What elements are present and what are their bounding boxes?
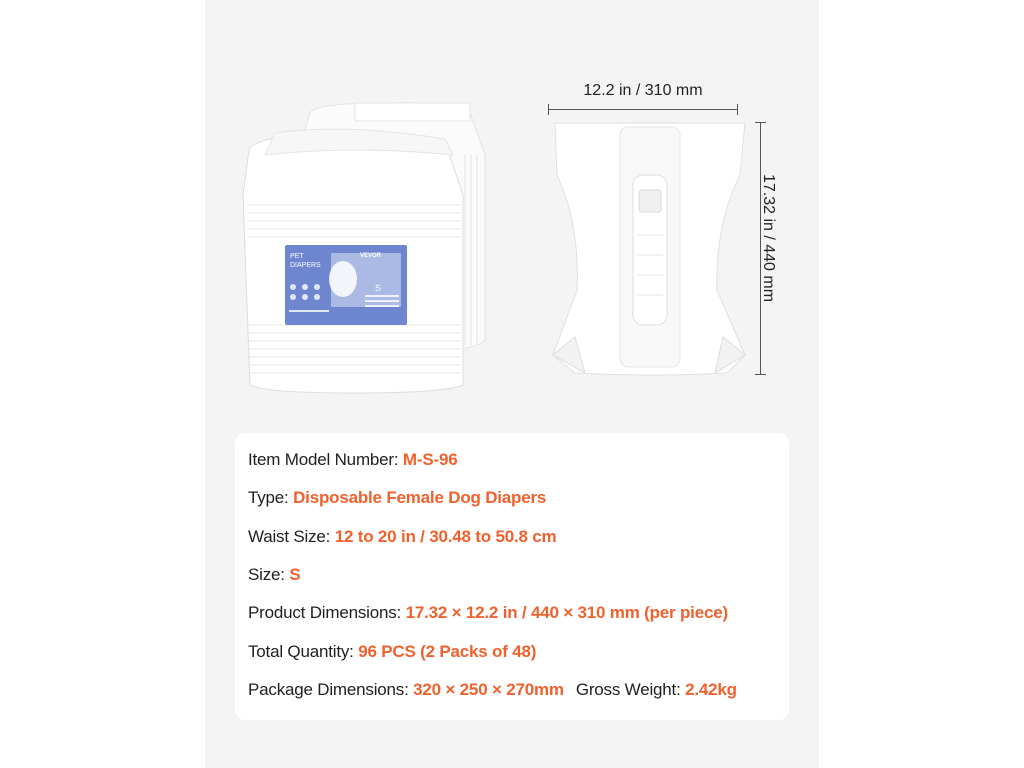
pack-title-line1: PET: [290, 253, 304, 260]
spec-value: M-S-96: [402, 450, 458, 469]
diaper-image: [545, 115, 755, 380]
spec-value: 12 to 20 in / 30.48 to 50.8 cm: [334, 527, 557, 546]
spec-package-dimensions: [248, 680, 737, 700]
spec-value: Disposable Female Dog Diapers: [293, 488, 547, 507]
spec-total-quantity: [248, 642, 536, 662]
spec-value: 96 PCS (2 Packs of 48): [358, 642, 537, 661]
spec-value: 17.32 × 12.2 in / 440 × 310 mm (per piece): [405, 603, 728, 622]
spec-product-dimensions: [248, 603, 728, 623]
spec-type: [248, 488, 546, 508]
spec-size: [248, 565, 300, 585]
height-dimension-tick-bottom: [755, 374, 766, 375]
spec-value-gross-weight: 2.42kg: [685, 680, 737, 699]
spec-label: Type:: [248, 488, 294, 507]
width-dimension-line: [548, 109, 738, 110]
specifications-card: [235, 433, 789, 720]
pack-title-line2: DIAPERS: [290, 262, 321, 269]
spec-value: 320 × 250 × 270mm: [413, 680, 564, 699]
width-dimension-tick-right: [737, 104, 738, 115]
spec-label: Product Dimensions:: [248, 603, 406, 622]
spec-model-number: [248, 450, 457, 470]
product-image-panel: [205, 0, 819, 768]
diaper-packs-image: [235, 95, 535, 395]
spec-label: Total Quantity:: [248, 642, 359, 661]
spec-label: Package Dimensions:: [248, 680, 414, 699]
spec-waist-size: [248, 527, 556, 547]
width-dimension-label: 12.2 in / 310 mm: [583, 82, 703, 99]
product-illustration: [205, 0, 819, 430]
height-dimension-tick-top: [755, 122, 766, 123]
spec-label-gross-weight: Gross Weight:: [575, 680, 686, 699]
pack-size-badge: S: [375, 283, 382, 293]
height-dimension-label: 17.32 in / 440 mm: [760, 173, 777, 303]
pack-brand: VEVOR: [360, 253, 382, 259]
spec-label: Size:: [248, 565, 290, 584]
spec-value: S: [289, 565, 301, 584]
width-dimension-tick-left: [548, 104, 549, 115]
spec-label: Waist Size:: [248, 527, 335, 546]
spec-label: Item Model Number:: [248, 450, 403, 469]
